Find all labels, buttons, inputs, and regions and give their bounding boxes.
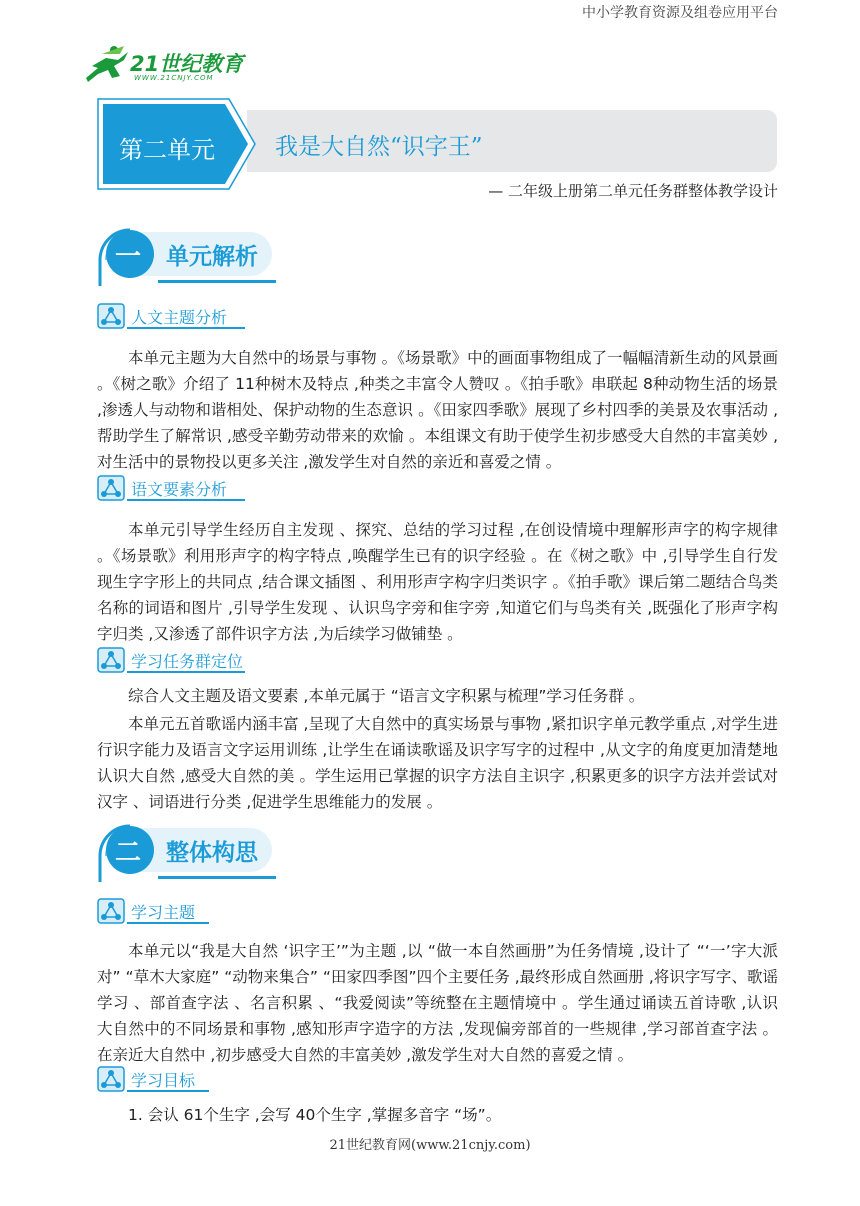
- section-heading-1: [96, 226, 286, 290]
- section-number: 一: [115, 242, 142, 272]
- subheading-title: 语文要素分析: [131, 480, 228, 499]
- paragraph-task-group-1: 综合人文主题及语文要素 ,本单元属于 “语言文字积累与梳理”学习任务群 。: [128, 687, 645, 705]
- subheading-title: 学习主题: [131, 903, 196, 922]
- subheading-learning-theme: [97, 898, 257, 926]
- subheading-learning-goals: [97, 1066, 257, 1094]
- section-heading-2: [96, 822, 286, 886]
- paragraph-task-group-2: 本单元五首歌谣内涵丰富 ,呈现了大自然中的真实场景与事物 ,紧扣识字单元教学重点 ,对学生进行识字能力及语言文字运用训练 ,让学生在诵读歌谣及识字写字的过程中 ,从文字的角度更加清楚地认识大自然 ,感受大自然的美 。学生运用已掌握的识字方法自主识字 ,积累更多的识字方法并尝试对汉字 、词语进行分类 ,促进学生思维能力的发展 。: [97, 715, 778, 811]
- unit-label: 第二单元: [119, 136, 215, 164]
- subheading-title: 人文主题分析: [131, 308, 228, 327]
- runner-icon: [84, 44, 132, 84]
- unit-banner: [97, 98, 779, 190]
- subheading-language: [97, 475, 257, 503]
- section-title: 整体构思: [166, 840, 258, 866]
- logo-url: WWW.21CNJY.COM: [134, 74, 214, 82]
- subheading-task-group: [97, 647, 257, 675]
- unit-title: 我是大自然“识字王”: [275, 134, 483, 160]
- platform-name: 中小学教育资源及组卷应用平台: [582, 5, 778, 21]
- document-subtitle: — 二年级上册第二单元任务群整体教学设计: [488, 182, 778, 200]
- logo-text: 21世纪教育: [130, 52, 244, 76]
- page-footer: 21世纪教育网(www.21cnjy.com): [329, 1138, 531, 1153]
- paragraph-language: 本单元引导学生经历自主发现 、探究、总结的学习过程 ,在创设情境中理解形声字的构字规律 。《场景歌》利用形声字的构字特点 ,唤醒学生已有的识字经验 。在《树之歌》中 ,引导学生自行发现生字字形上的共同点 ,结合课文插图 、利用形声字构字归类识字 。《拍手歌》课后第二题结合鸟类名称的词语和图片 ,引导学生发现 、认识鸟字旁和隹字旁 ,知道它们与鸟类有关 ,既强化了形声字构字归类 ,又渗透了部件识字方法 ,为后续学习做铺垫 。: [97, 521, 778, 643]
- subheading-title: 学习目标: [131, 1071, 196, 1090]
- site-logo[interactable]: [84, 44, 254, 84]
- section-title: 单元解析: [166, 244, 258, 270]
- paragraph-humanities: 本单元主题为大自然中的场景与事物 。《场景歌》中的画面事物组成了一幅幅清新生动的风景画 。《树之歌》介绍了 11种树木及特点 ,种类之丰富令人赞叹 。《拍手歌》串联起 8种动物生活的场景 ,渗透人与动物和谐相处、保护动物的生态意识 。《田家四季歌》展现了乡村四季的美景及农事活动 ,帮助学生了解常识 ,感受辛勤劳动带来的欢愉 。本组课文有助于使学生初步感受大自然的丰富美妙 ,对生活中的景物投以更多关注 ,激发学生对自然的亲近和喜爱之情 。: [97, 349, 778, 471]
- paragraph-learning-theme: 本单元以“我是大自然 ‘识字王’”为主题 ,以 “做一本自然画册”为任务情境 ,设计了 “‘一’字大派对” “草木大家庭” “动物来集合” “田家四季图”四个主要任务 ,最终形成自然画册 ,将识字写字、歌谣学习 、部首查字法 、名言积累 、“我爱阅读”等统整在主题情境中 。学生通过诵读五首诗歌 ,认识大自然中的不同场景和事物 ,感知形声字造字的方法 ,发现偏旁部首的一些规律 ,学习部首查字法 。在亲近大自然中 ,初步感受大自然的丰富美妙 ,激发学生对大自然的喜爱之情 。: [97, 942, 778, 1064]
- subheading-title: 学习任务群定位: [131, 652, 244, 671]
- section-number: 二: [115, 838, 142, 868]
- goal-item-1: 1. 会认 61个生字 ,会写 40个生字 ,掌握多音字 “场”。: [128, 1106, 502, 1124]
- subheading-humanities: [97, 303, 257, 331]
